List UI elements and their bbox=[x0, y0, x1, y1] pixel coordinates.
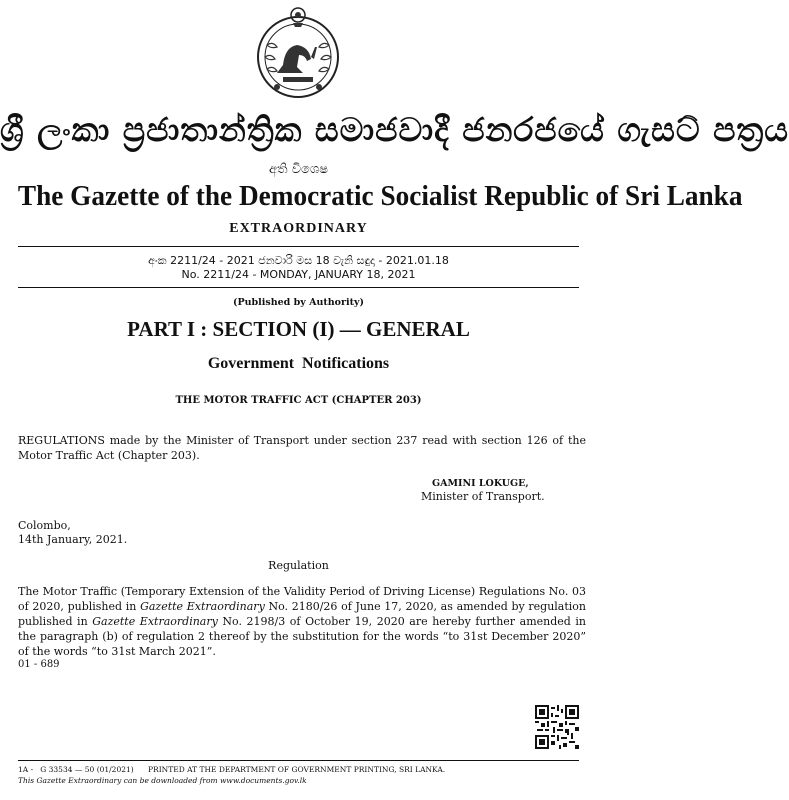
part-title: PART I : SECTION (I) — GENERAL bbox=[127, 317, 470, 341]
sri-lanka-emblem bbox=[255, 5, 341, 101]
issue-number-english: No. 2211/24 - MONDAY, JANUARY 18, 2021 bbox=[181, 268, 416, 281]
body-text-part2: No. 2180/26 of June 17, 2020, as amended by regulation published in bbox=[18, 600, 587, 628]
body-text-part1: The Motor Traffic (Temporary Extension of the Validity Period of Driving License) Regulations No. 03 of 2020, published in bbox=[18, 585, 586, 613]
header-rule-top bbox=[18, 246, 579, 247]
regulation-body bbox=[18, 584, 586, 659]
regulation-heading: Regulation bbox=[268, 559, 329, 572]
signatory-title: Minister of Transport. bbox=[421, 490, 545, 503]
published-by-authority: (Published by Authority) bbox=[232, 297, 365, 308]
place: Colombo, bbox=[18, 519, 71, 532]
footer-download-line: This Gazette Extraordinary can be downloaded from www.documents.gov.lk bbox=[18, 776, 307, 785]
header-rule-bottom bbox=[18, 287, 579, 288]
regulations-paragraph: REGULATIONS made by the Minister of Transport under section 237 read with section 126 of the Motor Traffic Act (Chapter 203). bbox=[18, 434, 586, 462]
qr-code bbox=[535, 705, 579, 749]
reference-code: 01 - 689 bbox=[18, 659, 60, 670]
date: 14th January, 2021. bbox=[18, 533, 128, 546]
sinhala-extraordinary-label: අති විශෙෂ bbox=[269, 162, 328, 177]
body-text-part3: No. 2198/3 of October 19, 2020 are hereby further amended in the paragraph (b) of regulation 2 thereof by the substitution for the words “to 31st December 2020” of the words “to 31st March 2021”. bbox=[18, 615, 586, 658]
english-gazette-title: The Gazette of the Democratic Socialist Republic of Sri Lanka bbox=[17, 180, 743, 212]
extraordinary-label: EXTRAORDINARY bbox=[229, 221, 368, 236]
footer-print-line: 1A - G 33534 — 50 (01/2021) PRINTED AT THE DEPARTMENT OF GOVERNMENT PRINTING, SRI LANKA. bbox=[18, 765, 446, 774]
body-italic-gazette-2: Gazette Extraordinary bbox=[92, 615, 218, 628]
signatory-name: GAMINI LOKUGE, bbox=[432, 478, 529, 489]
body-italic-gazette-1: Gazette Extraordinary bbox=[140, 600, 265, 613]
section-subtitle: Government Notifications bbox=[207, 355, 390, 372]
footer-rule bbox=[18, 760, 579, 761]
act-title: THE MOTOR TRAFFIC ACT (CHAPTER 203) bbox=[175, 395, 422, 406]
sinhala-gazette-title: ශ්‍රී ලංකා ප්‍රජාතාන්ත්‍රික සමාජවාදී ජනරජයේ ගැසට් පත්‍රය bbox=[0, 110, 789, 149]
issue-number-sinhala: අංක 2211/24 - 2021 ජනවාරි මස 18 වැනි සඳුදා - 2021.01.18 bbox=[148, 254, 449, 267]
